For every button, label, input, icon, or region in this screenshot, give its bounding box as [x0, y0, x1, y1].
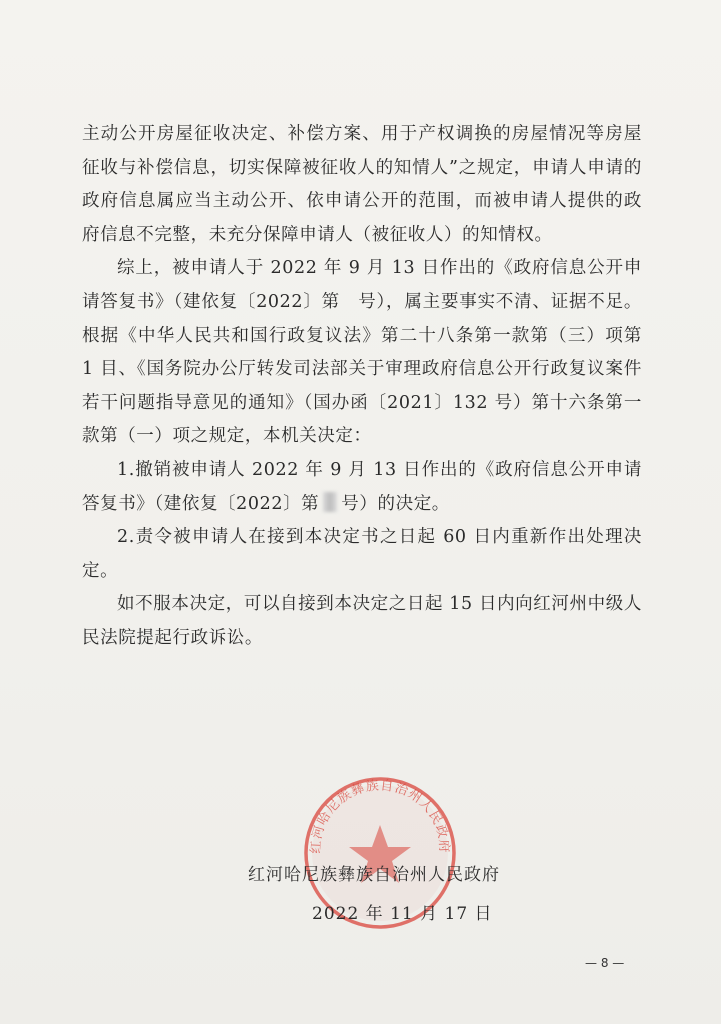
issuing-authority: 红河哈尼族彝族自治州人民政府 [248, 865, 500, 885]
decision-item-1-tail: 号）的决定。 [341, 493, 450, 514]
document-body [82, 118, 642, 656]
page-number: — 8 — [585, 956, 625, 970]
decision-item-1-text: 1.撤销被申请人 2022 年 9 月 13 日作出的《政府信息公开申请答复书》（建依复〔2022〕第 [82, 459, 642, 514]
issue-date: 2022 年 11 月 17 日 [312, 904, 493, 924]
paragraph-continuation: 主动公开房屋征收决定、补偿方案、用于产权调换的房屋情况等房屋征收与补偿信息，切实保障被征收人的知情人”之规定，申请人申请的政府信息属应当主动公开、依申请公开的范围，而被申请人提供的政府信息不完整，未充分保障申请人（被征收人）的知情权。 [82, 124, 642, 245]
appeal-notice: 如不服本决定，可以自接到本决定之日起 15 日内向红河州中级人民法院提起行政诉讼。 [82, 594, 642, 648]
svg-text:红河哈尼族彝族自治州人民政府: 红河哈尼族彝族自治州人民政府 [308, 778, 452, 855]
redaction-mark [323, 492, 337, 512]
decision-item-1 [82, 454, 642, 521]
paragraph-conclusion: 综上，被申请人于 2022 年 9 月 13 日作出的《政府信息公开申请答复书》（建依复〔2022〕第 号），属主要事实不清、证据不足。根据《中华人民共和国行政复议法》第二十八条第一款第（三）项第 1 目、《国务院办公厅转发司法部关于审理政府信息公开行政复议案件若干问题指导意见的通知》（国办函〔2021〕132 号）第十六条第一款第（一）项之规定，本机关决定： [82, 258, 642, 447]
decision-item-2: 2.责令被申请人在接到本决定书之日起 60 日内重新作出处理决定。 [82, 527, 642, 581]
